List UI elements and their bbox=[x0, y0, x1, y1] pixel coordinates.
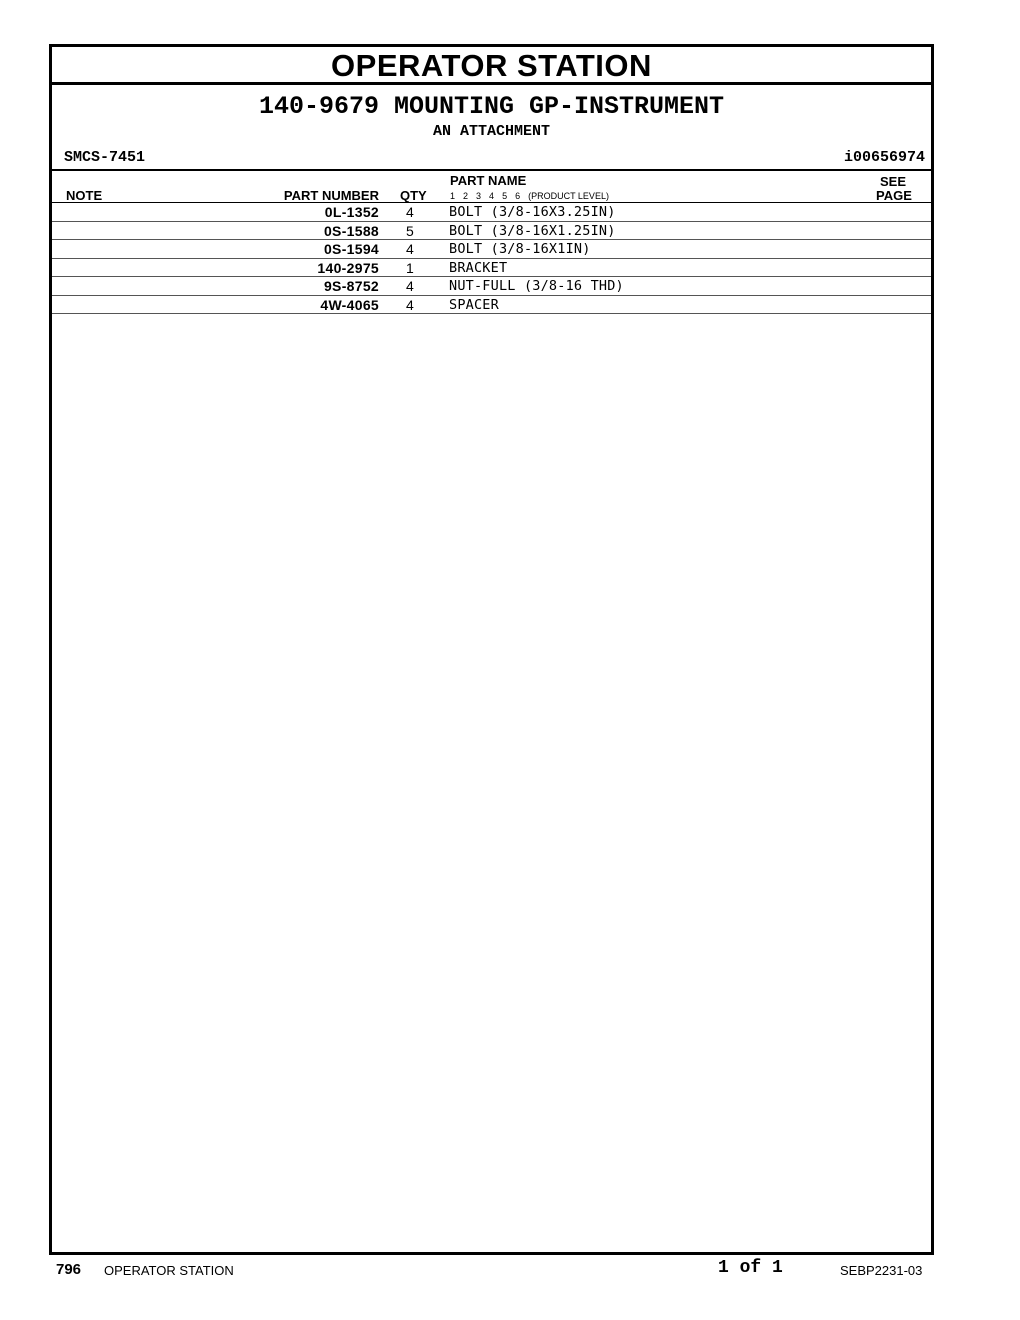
level-2: 2 bbox=[463, 191, 469, 201]
table-row bbox=[52, 240, 931, 259]
footer-section-name: OPERATOR STATION bbox=[104, 1263, 234, 1278]
group-subtitle: AN ATTACHMENT bbox=[432, 123, 551, 140]
level-6: 6 bbox=[515, 191, 521, 201]
header-part-number: PART NUMBER bbox=[283, 188, 379, 203]
part-name: SPACER bbox=[449, 296, 499, 313]
table-row bbox=[52, 259, 931, 278]
product-level-label: (PRODUCT LEVEL) bbox=[528, 191, 609, 201]
part-name: BOLT (3/8-16X1IN) bbox=[449, 241, 591, 257]
footer-document-id: SEBP2231-03 bbox=[840, 1263, 923, 1278]
header-product-levels bbox=[450, 191, 617, 202]
part-name: NUT-FULL (3/8-16 THD) bbox=[449, 278, 624, 294]
part-name: BOLT (3/8-16X1.25IN) bbox=[449, 222, 616, 239]
quantity: 5 bbox=[406, 222, 414, 239]
footer-page-number: 796 bbox=[56, 1261, 82, 1278]
table-row bbox=[52, 296, 931, 315]
page-frame bbox=[49, 44, 934, 1255]
part-number: 140-2975 bbox=[317, 259, 379, 276]
smcs-code: SMCS-7451 bbox=[64, 149, 146, 166]
section-title: OPERATOR STATION bbox=[52, 47, 931, 85]
table-row bbox=[52, 277, 931, 296]
footer-page-of: 1 of 1 bbox=[718, 1258, 783, 1278]
part-name: BRACKET bbox=[449, 259, 508, 276]
table-row bbox=[52, 203, 931, 222]
quantity: 1 bbox=[406, 259, 414, 276]
header-page: PAGE bbox=[876, 188, 912, 203]
header-part-name: PART NAME bbox=[450, 173, 527, 188]
quantity: 4 bbox=[406, 296, 414, 313]
image-id: i00656974 bbox=[843, 149, 925, 166]
header-top-rule bbox=[52, 169, 931, 171]
part-name: BOLT (3/8-16X3.25IN) bbox=[449, 204, 616, 220]
level-5: 5 bbox=[502, 191, 508, 201]
part-number: 0L-1352 bbox=[324, 204, 379, 220]
quantity: 4 bbox=[406, 204, 414, 220]
part-number: 0S-1594 bbox=[323, 241, 379, 257]
part-number: 4W-4065 bbox=[320, 296, 379, 313]
part-number: 0S-1588 bbox=[323, 222, 379, 239]
header-qty: QTY bbox=[400, 188, 427, 203]
part-number: 9S-8752 bbox=[323, 278, 379, 294]
header-note: NOTE bbox=[66, 188, 103, 203]
parts-table bbox=[52, 203, 931, 314]
quantity: 4 bbox=[406, 278, 414, 294]
level-3: 3 bbox=[476, 191, 482, 201]
group-title: 140-9679 MOUNTING GP-INSTRUMENT bbox=[258, 92, 725, 121]
header-see: SEE bbox=[880, 174, 907, 189]
level-4: 4 bbox=[489, 191, 495, 201]
level-1: 1 bbox=[450, 191, 456, 201]
table-row bbox=[52, 222, 931, 241]
quantity: 4 bbox=[406, 241, 414, 257]
